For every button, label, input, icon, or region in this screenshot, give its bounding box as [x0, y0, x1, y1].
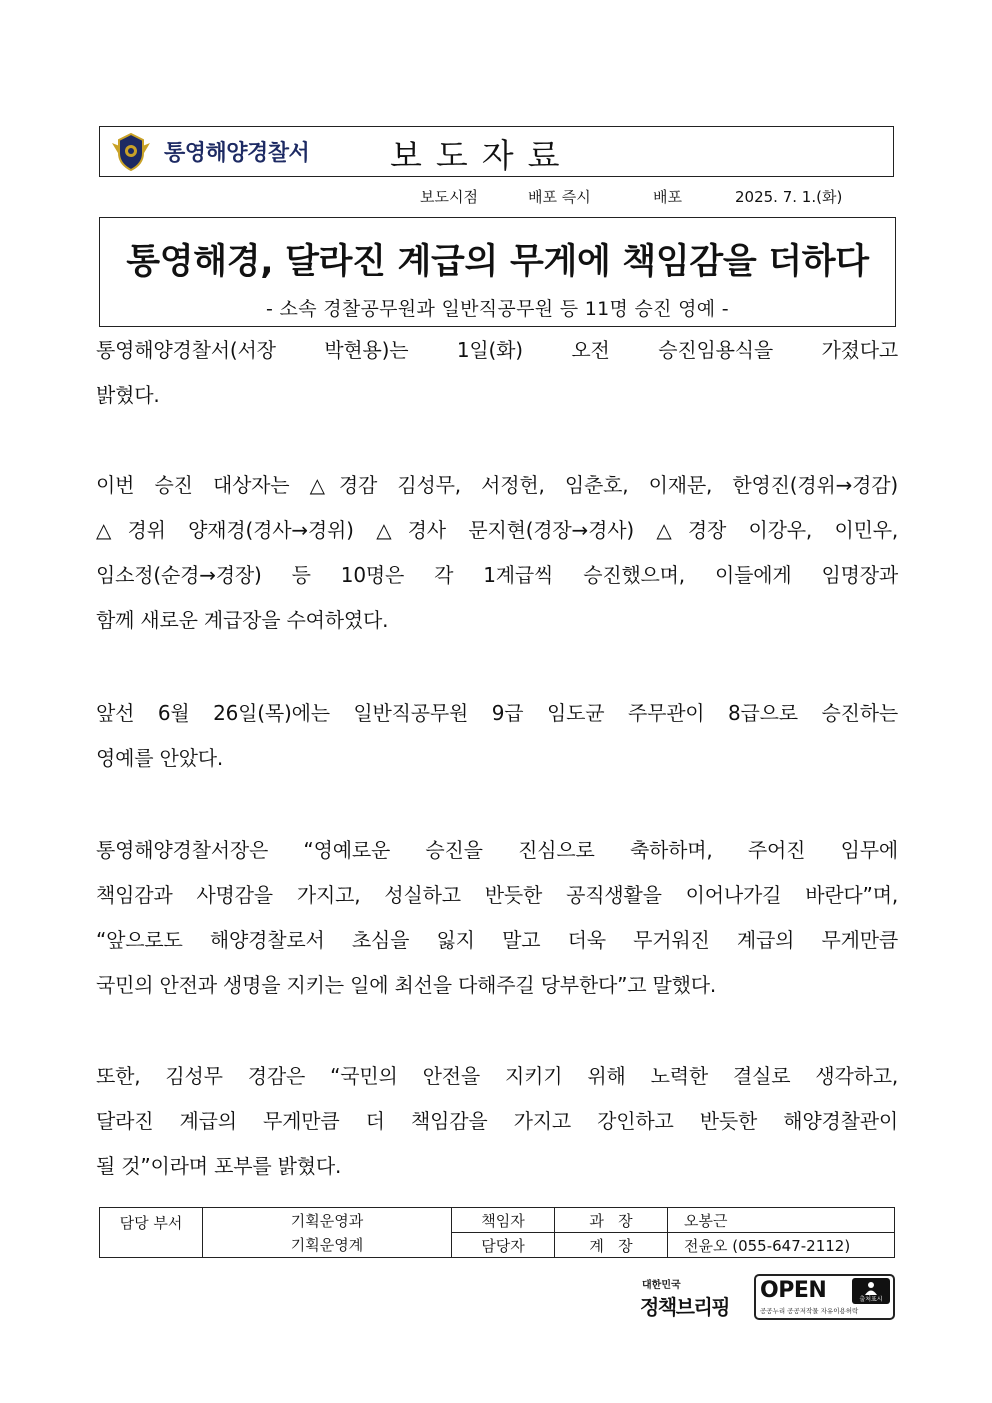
- kogl-open-logo: [754, 1274, 895, 1320]
- team-name: 기획운영계: [290, 1235, 364, 1254]
- release-time-label: 보도시점: [420, 188, 478, 206]
- briefing-top-text: 대한민국: [642, 1280, 681, 1291]
- paragraph-line: 통영해양경찰서(서장 박현용)는 1일(화) 오전 승진임용식을 가졌다고: [96, 338, 898, 362]
- paragraph-1: [96, 328, 898, 418]
- kogl-subtext: 공공누리 공공저작물 자유이용허락: [760, 1307, 859, 1315]
- dept-cell: [203, 1208, 452, 1258]
- staff-label: 담당자: [452, 1233, 555, 1258]
- briefing-main-text: 정책브리핑: [640, 1295, 730, 1319]
- paragraph-line: 될 것”이라며 포부를 밝혔다.: [96, 1154, 342, 1178]
- staff-name: 전윤오 (055-647-2112): [668, 1233, 895, 1258]
- press-release-label: 보도자료: [390, 136, 574, 175]
- paragraph-2: [96, 463, 898, 643]
- title-box: [99, 217, 896, 327]
- paragraph-line: 영예를 안았다.: [96, 746, 224, 770]
- responsible-title: 과 장: [555, 1208, 668, 1233]
- paragraph-line: 또한, 김성무 경감은 “국민의 안전을 지키기 위해 노력한 결실로 생각하고,: [96, 1064, 898, 1088]
- paragraph-3: [96, 691, 898, 781]
- headline: 통영해경, 달라진 계급의 무게에 책임감을 더하다: [126, 242, 869, 282]
- paragraph-line: 함께 새로운 계급장을 수여하였다.: [96, 608, 389, 632]
- paragraph-line: △경위 양재경(경사→경위) △경사 문지현(경장→경사) △경장 이강우, 이민우,: [96, 518, 898, 542]
- attribution-badge: [852, 1278, 890, 1304]
- paragraph-line: 이번 승진 대상자는 △경감 김성무, 서정헌, 임춘호, 이재문, 한영진(경위→경감): [96, 473, 898, 497]
- person-icon: [864, 1281, 878, 1295]
- paragraph-line: 국민의 안전과 생명을 지키는 일에 최선을 다해주길 당부한다”고 말했다.: [96, 973, 717, 997]
- staff-title: 계 장: [555, 1233, 668, 1258]
- responsible-label: 책임자: [452, 1208, 555, 1233]
- paragraph-line: 앞선 6월 26일(목)에는 일반직공무원 9급 임도균 주무관이 8급으로 승진하는: [96, 701, 898, 725]
- paragraph-line: 책임감과 사명감을 가지고, 성실하고 반듯한 공직생활을 이어나가길 바란다”며,: [96, 883, 898, 907]
- paragraph-5: [96, 1054, 898, 1189]
- paragraph-line: 달라진 계급의 무게만큼 더 책임감을 가지고 강인하고 반듯한 해양경찰관이: [96, 1109, 898, 1133]
- table-row: [100, 1208, 895, 1233]
- open-text: OPEN: [760, 1278, 827, 1303]
- org-name: 통영해양경찰서: [164, 141, 310, 166]
- paragraph-4: [96, 828, 898, 1008]
- dept-name: 기획운영과: [290, 1211, 364, 1230]
- attribution-text: 출처표시: [859, 1296, 883, 1303]
- release-time-value: 배포 즉시: [528, 188, 591, 206]
- paragraph-line: 임소정(순경→경장) 등 10명은 각 1계급씩 승진했으며, 이들에게 임명장과: [96, 563, 898, 587]
- paragraph-line: 통영해양경찰서장은 “영예로운 승진을 진심으로 축하하며, 주어진 임무에: [96, 838, 898, 862]
- distribution-label: 배포: [653, 188, 682, 206]
- dept-label: 담당 부서: [100, 1208, 203, 1258]
- paragraph-line: “앞으로도 해양경찰로서 초심을 잃지 말고 더욱 무거워진 계급의 무게만큼: [96, 928, 898, 952]
- press-header: [99, 126, 894, 177]
- subheadline: - 소속 경찰공무원과 일반직공무원 등 11명 승진 영예 -: [266, 298, 729, 320]
- coast-guard-emblem-icon: [110, 131, 152, 173]
- contact-table: [99, 1207, 895, 1258]
- responsible-name: 오봉근: [668, 1208, 895, 1233]
- release-date: 2025. 7. 1.(화): [735, 188, 843, 206]
- policy-briefing-logo: [640, 1276, 729, 1320]
- paragraph-line: 밝혔다.: [96, 383, 160, 407]
